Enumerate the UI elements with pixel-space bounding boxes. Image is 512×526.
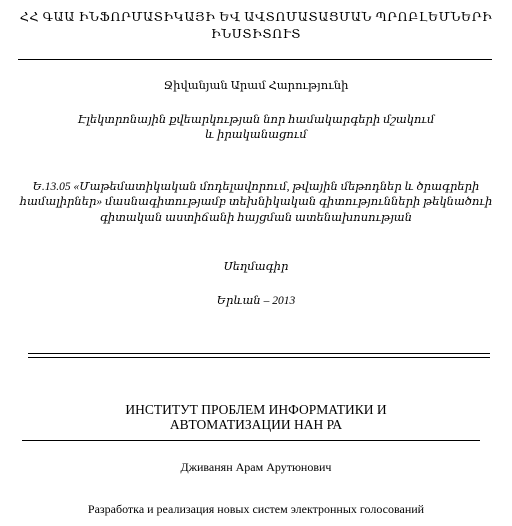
armenian-specialty-line-1: Ե.13.05 «Մաթեմատիկական մոդելավորում, թվային մեթոդներ և ծրագրերի xyxy=(32,181,480,193)
russian-author: Дживанян Арам Арутюнович xyxy=(180,460,332,474)
armenian-title-line-1: Էլեկտրոնային քվեարկության նոր համակարգերի մշակում xyxy=(77,114,435,126)
russian-title-line-1: Разработка и реализация новых систем электронных голосований xyxy=(87,502,425,516)
russian-header-divider xyxy=(22,440,480,441)
armenian-author: Ջիվանյան Արամ Հարությունի xyxy=(163,80,349,92)
armenian-specialty-line-2: համալիրներ» մասնագիտությամբ տեխնիկական գիտությունների թեկնածուի xyxy=(19,196,493,208)
top-divider xyxy=(18,59,492,60)
armenian-specialty-line-3: գիտական աստիճանի հայցման ատենախոսության xyxy=(99,212,413,224)
armenian-institute-line-1: ՀՀ ԳԱԱ ԻՆՖՈՐՄԱՏԻԿԱՅԻ ԵՎ ԱՎՏՈՄԱՏԱՑՄԱՆ ՊՐՈԲԼԵՄՆԵՐԻ xyxy=(19,10,493,24)
russian-institute-line-1: ИНСТИТУТ ПРОБЛЕМ ИНФОРМАТИКИ И xyxy=(125,402,387,417)
armenian-title-line-2: և իրականացում xyxy=(205,129,307,141)
armenian-place-year: Երևան – 2013 xyxy=(216,295,296,307)
armenian-doc-type: Սեղմագիր xyxy=(223,261,289,273)
russian-institute-line-2: АВТОМАТИЗАЦИИ НАН РА xyxy=(169,417,343,432)
section-separator-lower xyxy=(28,357,490,358)
armenian-institute-line-2: ԻՆՍՏԻՏՈՒՏ xyxy=(211,27,301,41)
section-separator-upper xyxy=(28,353,490,354)
